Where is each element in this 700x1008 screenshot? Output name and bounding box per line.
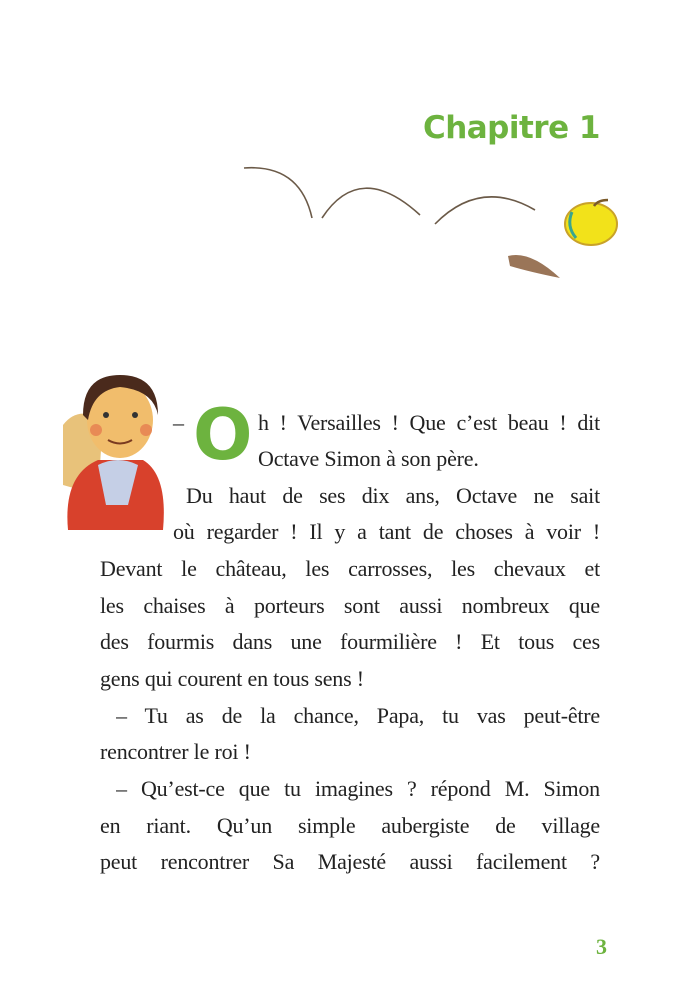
page-number: 3	[596, 934, 607, 959]
feather-icon	[508, 255, 560, 278]
dialogue-dash: –	[173, 410, 184, 435]
text-line: des fourmis dans une fourmilière ! Et tous ces	[100, 629, 600, 654]
apple-icon	[565, 200, 617, 245]
text-line: peut rencontrer Sa Majesté aussi facilement ?	[100, 849, 600, 874]
bouncing-apple-illustration	[230, 150, 630, 290]
text-line: en riant. Qu’un simple aubergiste de village	[100, 813, 600, 838]
drop-cap: O	[193, 394, 253, 476]
text-line: les chaises à porteurs sont aussi nombreux que	[100, 593, 600, 618]
text-line: – Tu as de la chance, Papa, tu vas peut-être	[116, 703, 600, 728]
text-line: où regarder ! Il y a tant de choses à voir !	[173, 519, 600, 544]
text-line: Du haut de ses dix ans, Octave ne sait	[186, 483, 600, 508]
text-line: Octave Simon à son père.	[258, 446, 479, 471]
text-line: rencontrer le roi !	[100, 739, 251, 764]
text-line: Devant le château, les carrosses, les chevaux et	[100, 556, 600, 581]
chapter-title: Chapitre 1	[422, 110, 600, 146]
text-line: h ! Versailles ! Que c’est beau ! dit	[258, 410, 600, 435]
text-line: gens qui courent en tous sens !	[100, 666, 364, 691]
text-line: – Qu’est-ce que tu imagines ? répond M. Simon	[116, 776, 600, 801]
octave-illustration	[58, 365, 178, 535]
